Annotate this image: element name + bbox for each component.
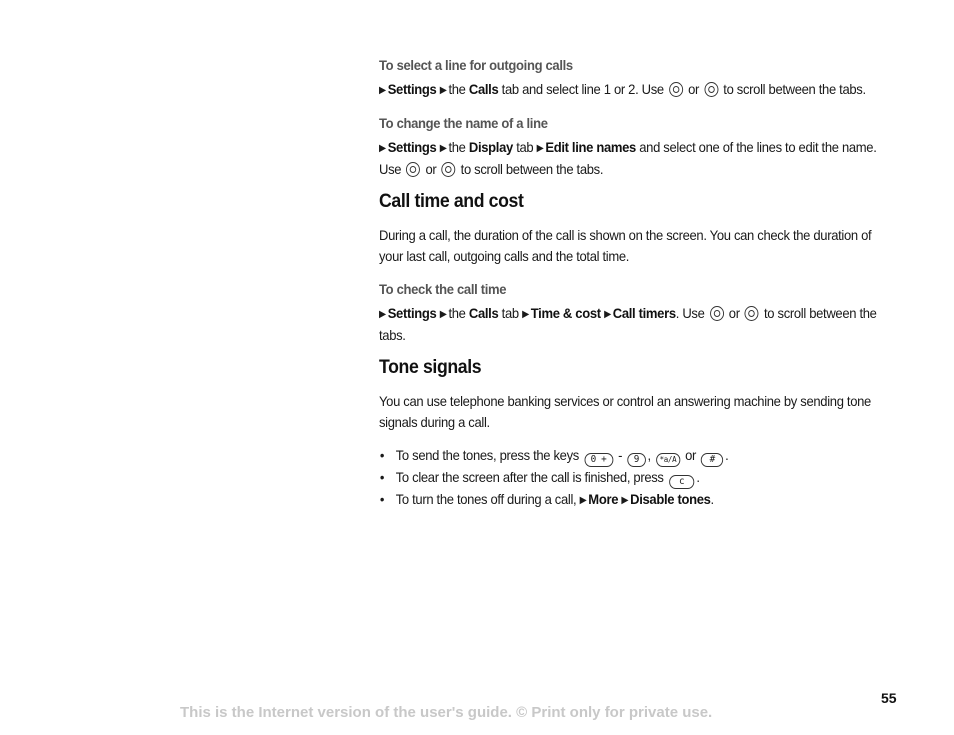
nav-right-icon [442, 162, 456, 177]
nav-left-icon [406, 162, 420, 177]
nav-left-icon [669, 82, 683, 97]
subheading-change-name: To change the name of a line [379, 115, 548, 131]
arrow-icon: ▶ [536, 143, 544, 154]
nav-right-icon [745, 306, 759, 321]
key-9-icon: 9 [627, 453, 645, 467]
list-item: • To turn the tones off during a call, ▶ More ▶ Disable tones. [379, 489, 886, 511]
arrow-icon: ▶ [579, 495, 587, 506]
para-call-time: During a call, the duration of the call is shown on the screen. You can check the duration of your last call, outgoing calls and the total time. [379, 227, 872, 264]
arrow-icon: ▶ [522, 309, 529, 320]
key-hash-icon: # [701, 453, 723, 467]
para-tone: You can use telephone banking services or control an answering machine by sending tone signals during a call. [379, 393, 871, 430]
key-c-icon: c [669, 475, 695, 489]
nav-right-icon [704, 82, 718, 97]
arrow-icon: ▶ [379, 85, 386, 96]
key-star-icon: *a/A [656, 453, 680, 467]
arrow-icon: ▶ [621, 495, 629, 506]
arrow-icon: ▶ [439, 143, 447, 154]
heading-call-time: Call time and cost [379, 191, 524, 212]
tone-bullet-list [379, 445, 886, 511]
subheading-outgoing: To select a line for outgoing calls [379, 57, 573, 73]
list-item: • To clear the screen after the call is finished, press c . [379, 467, 886, 489]
footer-notice: This is the Internet version of the user's guide. © Print only for private use. [180, 704, 713, 721]
para-change-name: ▶ Settings ▶ the Display tab ▶ Edit line names and select one of the lines to edit the name. Use or to scroll between the tabs. [379, 139, 877, 177]
settings-label: Settings [387, 81, 437, 97]
arrow-icon: ▶ [379, 143, 386, 154]
list-item: • To send the tones, press the keys 0 + - 9 , *a/A or # . [379, 445, 886, 467]
para-outgoing: ▶ Settings ▶ the Calls tab and select line 1 or 2. Use or to scroll between the tabs. [379, 79, 886, 101]
key-0-icon: 0 + [584, 453, 613, 467]
arrow-icon: ▶ [604, 309, 611, 320]
arrow-icon: ▶ [379, 309, 386, 320]
page-content [379, 55, 889, 511]
nav-left-icon [710, 306, 724, 321]
subheading-check-time: To check the call time [379, 281, 507, 297]
arrow-icon: ▶ [439, 309, 447, 320]
para-check-time: ▶ Settings ▶ the Calls tab ▶ Time & cost ▶ Call timers. Use or to scroll between the tabs. [379, 305, 877, 343]
arrow-icon: ▶ [439, 85, 447, 96]
page-number: 55 [881, 690, 897, 706]
heading-tone-signals: Tone signals [379, 357, 482, 378]
